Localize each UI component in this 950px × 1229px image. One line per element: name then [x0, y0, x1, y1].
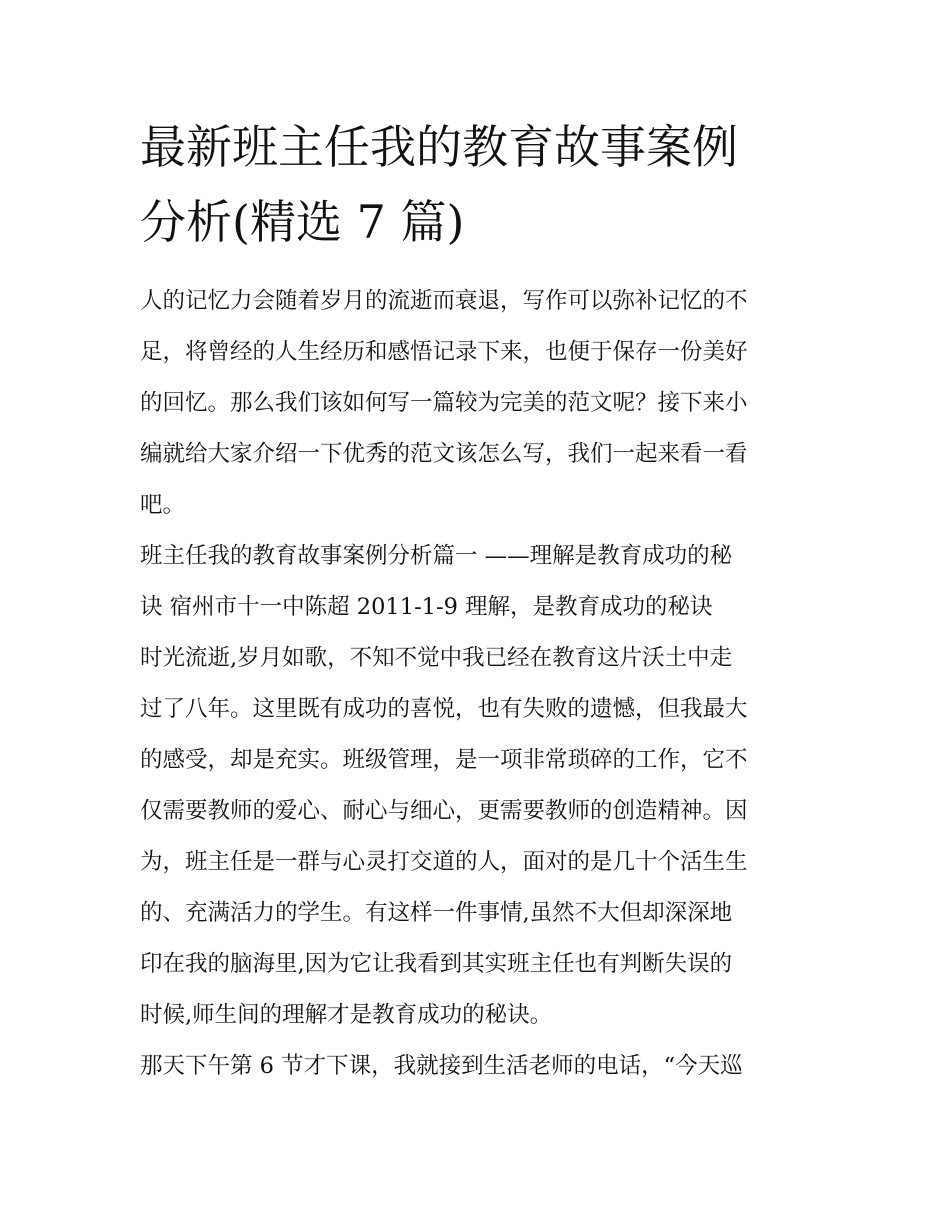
document-title: [140, 110, 820, 260]
continuation-paragraph: [140, 1041, 820, 1092]
document-body: [140, 276, 820, 1092]
text-line: 足，将曾经的人生经历和感悟记录下来，也便于保存一份美好: [140, 339, 748, 365]
text-line: 的、充满活力的学生。有这样一件事情,虽然不大但却深深地: [140, 900, 733, 926]
text-line: 那天下午第 6 节才下课，我就接到生活老师的电话，“今天巡: [140, 1053, 743, 1079]
text-line: 印在我的脑海里,因为它让我看到其实班主任也有判断失误的: [140, 951, 733, 977]
text-line: 的感受，却是充实。班级管理，是一项非常琐碎的工作，它不: [140, 747, 748, 773]
text-line: 的回忆。那么我们该如何写一篇较为完美的范文呢？接下来小: [140, 390, 748, 416]
text-line: 时候,师生间的理解才是教育成功的秘诀。: [140, 1002, 553, 1028]
text-line: 吧。: [140, 492, 186, 518]
text-line: 诀 宿州市十一中陈超 2011-1-9 理解，是教育成功的秘诀: [140, 594, 713, 620]
text-line: 人的记忆力会随着岁月的流逝而衰退，写作可以弥补记忆的不: [140, 288, 748, 314]
story-paragraph: [140, 633, 820, 1041]
intro-paragraph: [140, 276, 820, 531]
text-line: 仅需要教师的爱心、耐心与细心，更需要教师的创造精神。因: [140, 798, 748, 824]
title-line: 最新班主任我的教育故事案例: [140, 120, 738, 174]
text-line: 编就给大家介绍一下优秀的范文该怎么写，我们一起来看一看: [140, 441, 748, 467]
text-line: 时光流逝,岁月如歌，不知不觉中我已经在教育这片沃土中走: [140, 645, 733, 671]
text-line: 为，班主任是一群与心灵打交道的人，面对的是几十个活生生: [140, 849, 748, 875]
section-heading-paragraph: [140, 531, 820, 633]
title-line: 分析(精选 7 篇): [140, 195, 465, 249]
text-line: 过了八年。这里既有成功的喜悦，也有失败的遗憾，但我最大: [140, 696, 748, 722]
text-line: 班主任我的教育故事案例分析篇一 ——理解是教育成功的秘: [140, 543, 733, 569]
